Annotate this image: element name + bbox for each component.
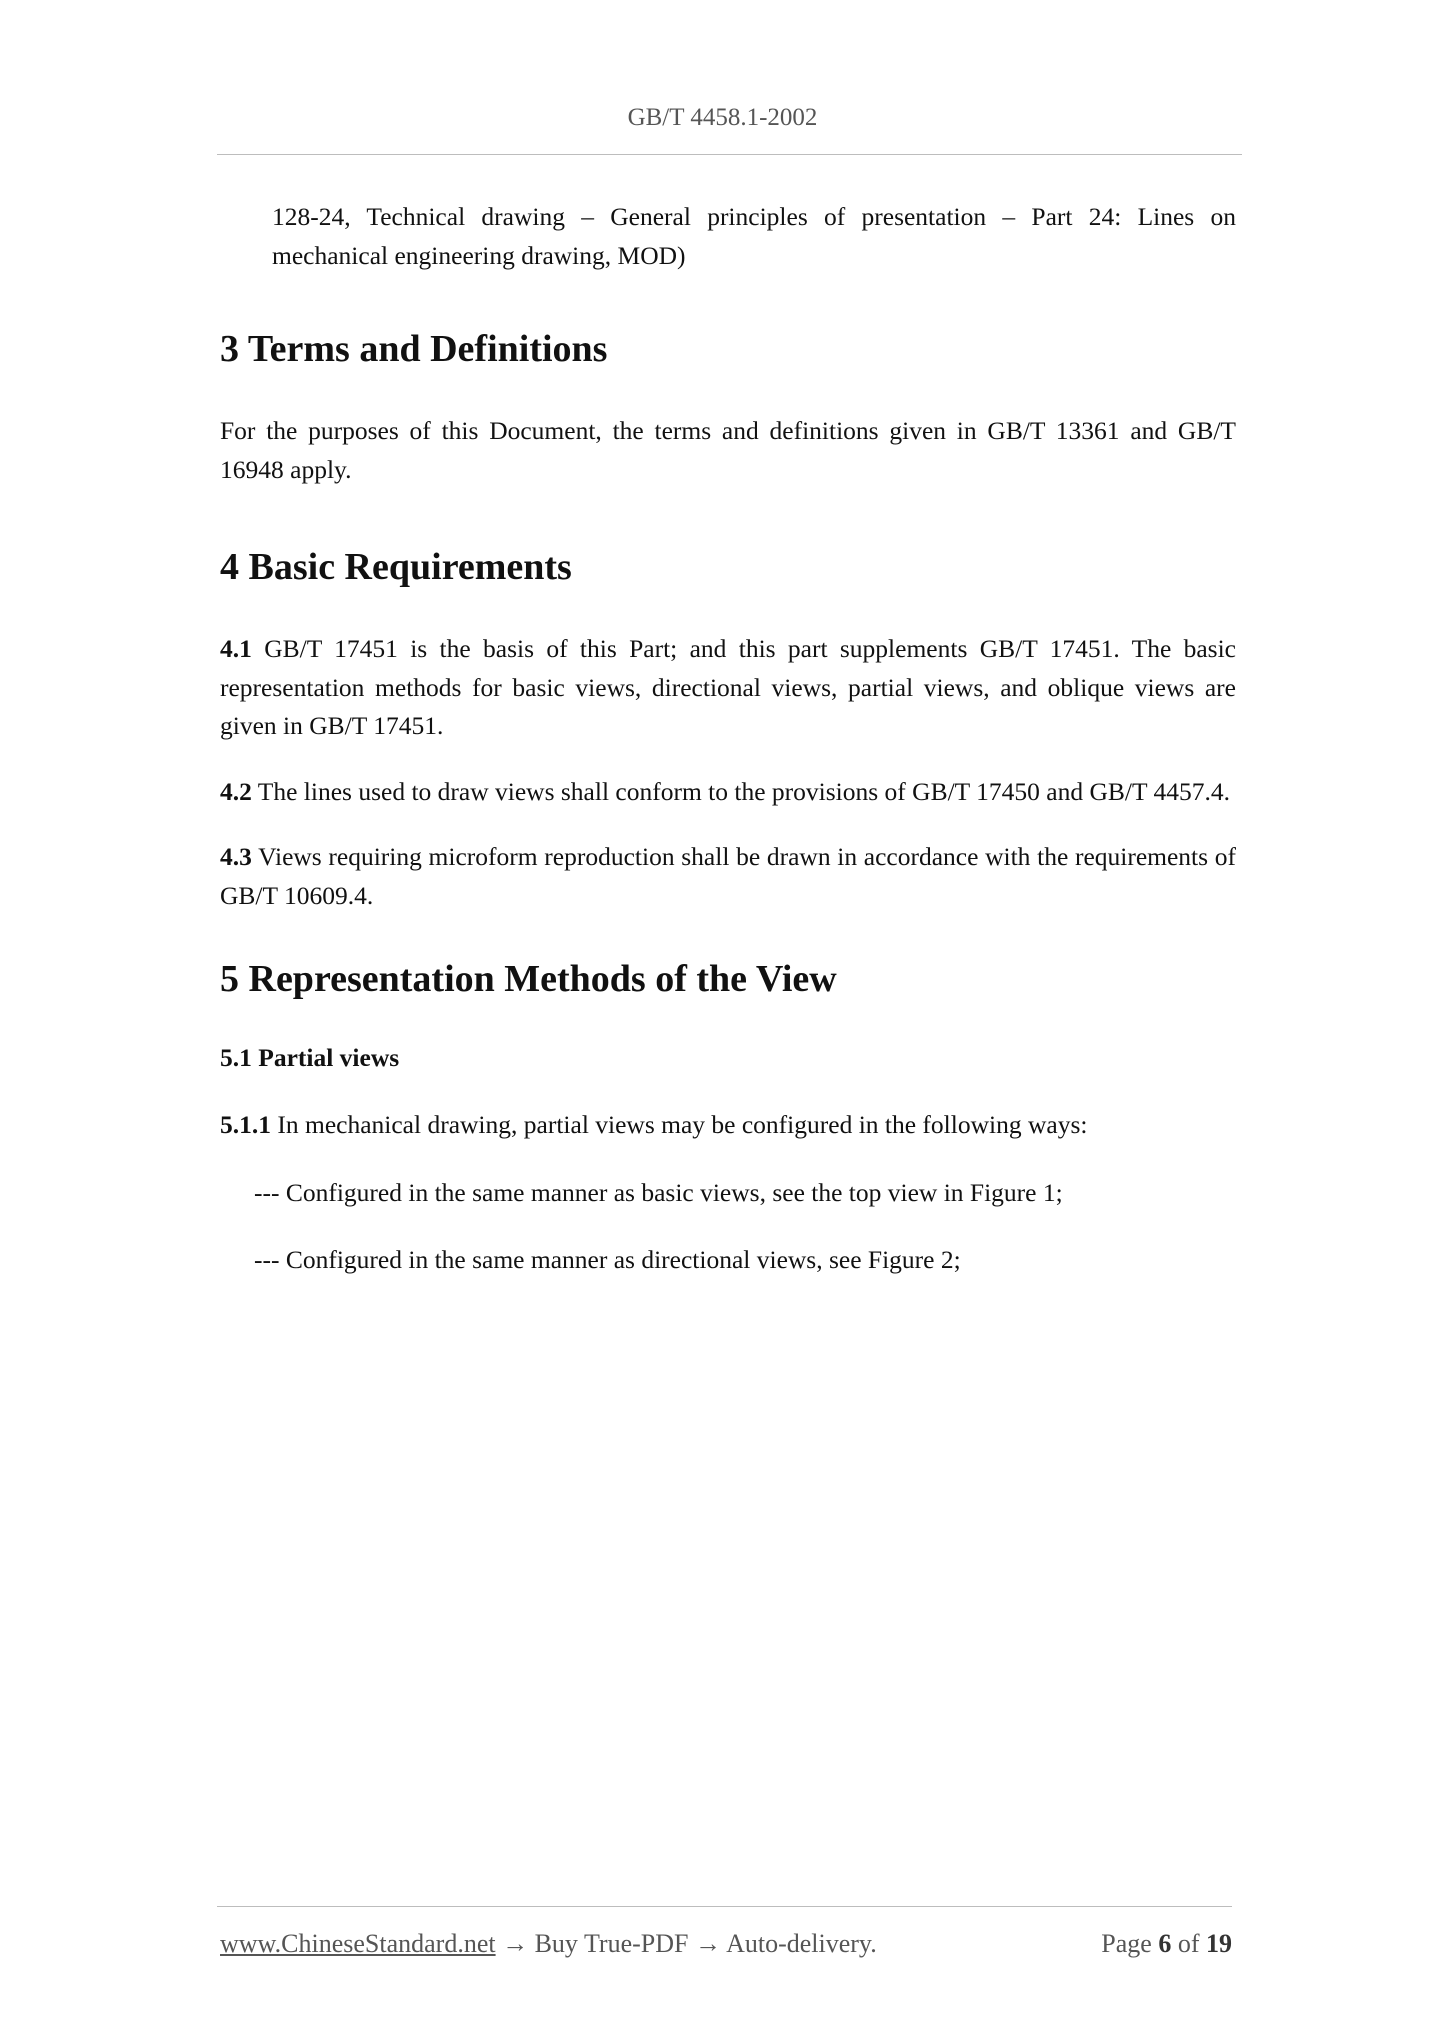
list-item: --- Configured in the same manner as directional views, see Figure 2; [254, 1244, 961, 1274]
list-item: --- Configured in the same manner as basic views, see the top view in Figure 1; [254, 1177, 1063, 1207]
page-indicator [1101, 1929, 1232, 1959]
page-total: 19 [1206, 1929, 1232, 1958]
clause-4-2-text: The lines used to draw views shall conform to the provisions of GB/T 17450 and GB/T 4457.4. [251, 776, 1230, 806]
clause-5-1-1 [220, 1106, 1236, 1145]
page-content [220, 198, 1236, 1279]
buy-true-pdf-text: Buy True-PDF [534, 1929, 689, 1958]
clause-4-2 [220, 773, 1236, 812]
subsection-5-1-heading: 5.1 Partial views [220, 1043, 400, 1072]
page-number: 6 [1158, 1929, 1172, 1958]
page-header: GB/T 4458.1-2002 [627, 104, 818, 131]
clause-4-1-text: GB/T 17451 is the basis of this Part; and this part supplements GB/T 17451. The basic representation methods for basic views, directional views, partial views, and oblique views are given in GB/T 17451. [220, 634, 1236, 740]
section-4-heading: 4 Basic Requirements [220, 546, 572, 588]
arrow-right-icon: → [495, 1929, 535, 1958]
page-label: Page [1101, 1929, 1152, 1958]
section-5-heading: 5 Representation Methods of the View [220, 958, 837, 1000]
clause-4-2-number: 4.2 [220, 776, 252, 806]
intro-continuation: 128-24, Technical drawing – General principles of presentation – Part 24: Lines on mechanical engineering drawing, MOD) [272, 202, 1236, 270]
footer-rule [217, 1906, 1232, 1907]
section-3-heading: 3 Terms and Definitions [220, 328, 608, 370]
website-link[interactable]: www.ChineseStandard.net [220, 1929, 496, 1958]
arrow-right-icon: → [688, 1929, 727, 1958]
clause-5-1-1-text: In mechanical drawing, partial views may be configured in the following ways: [271, 1110, 1088, 1139]
section-3-body: For the purposes of this Document, the terms and definitions given in GB/T 13361 and GB/T 16948 apply. [220, 416, 1236, 484]
header-rule [217, 154, 1242, 155]
clause-4-3 [220, 838, 1236, 915]
clause-5-1-1-number: 5.1.1 [220, 1110, 271, 1139]
footer-promo [220, 1929, 877, 1959]
of-label: of [1177, 1929, 1200, 1958]
clause-4-3-number: 4.3 [220, 842, 252, 871]
clause-4-1 [220, 630, 1236, 746]
clause-4-1-number: 4.1 [220, 634, 252, 663]
clause-4-3-text: Views requiring microform reproduction shall be drawn in accordance with the requirements of GB/T 10609.4. [220, 842, 1236, 910]
auto-delivery-text: Auto-delivery. [726, 1929, 877, 1958]
